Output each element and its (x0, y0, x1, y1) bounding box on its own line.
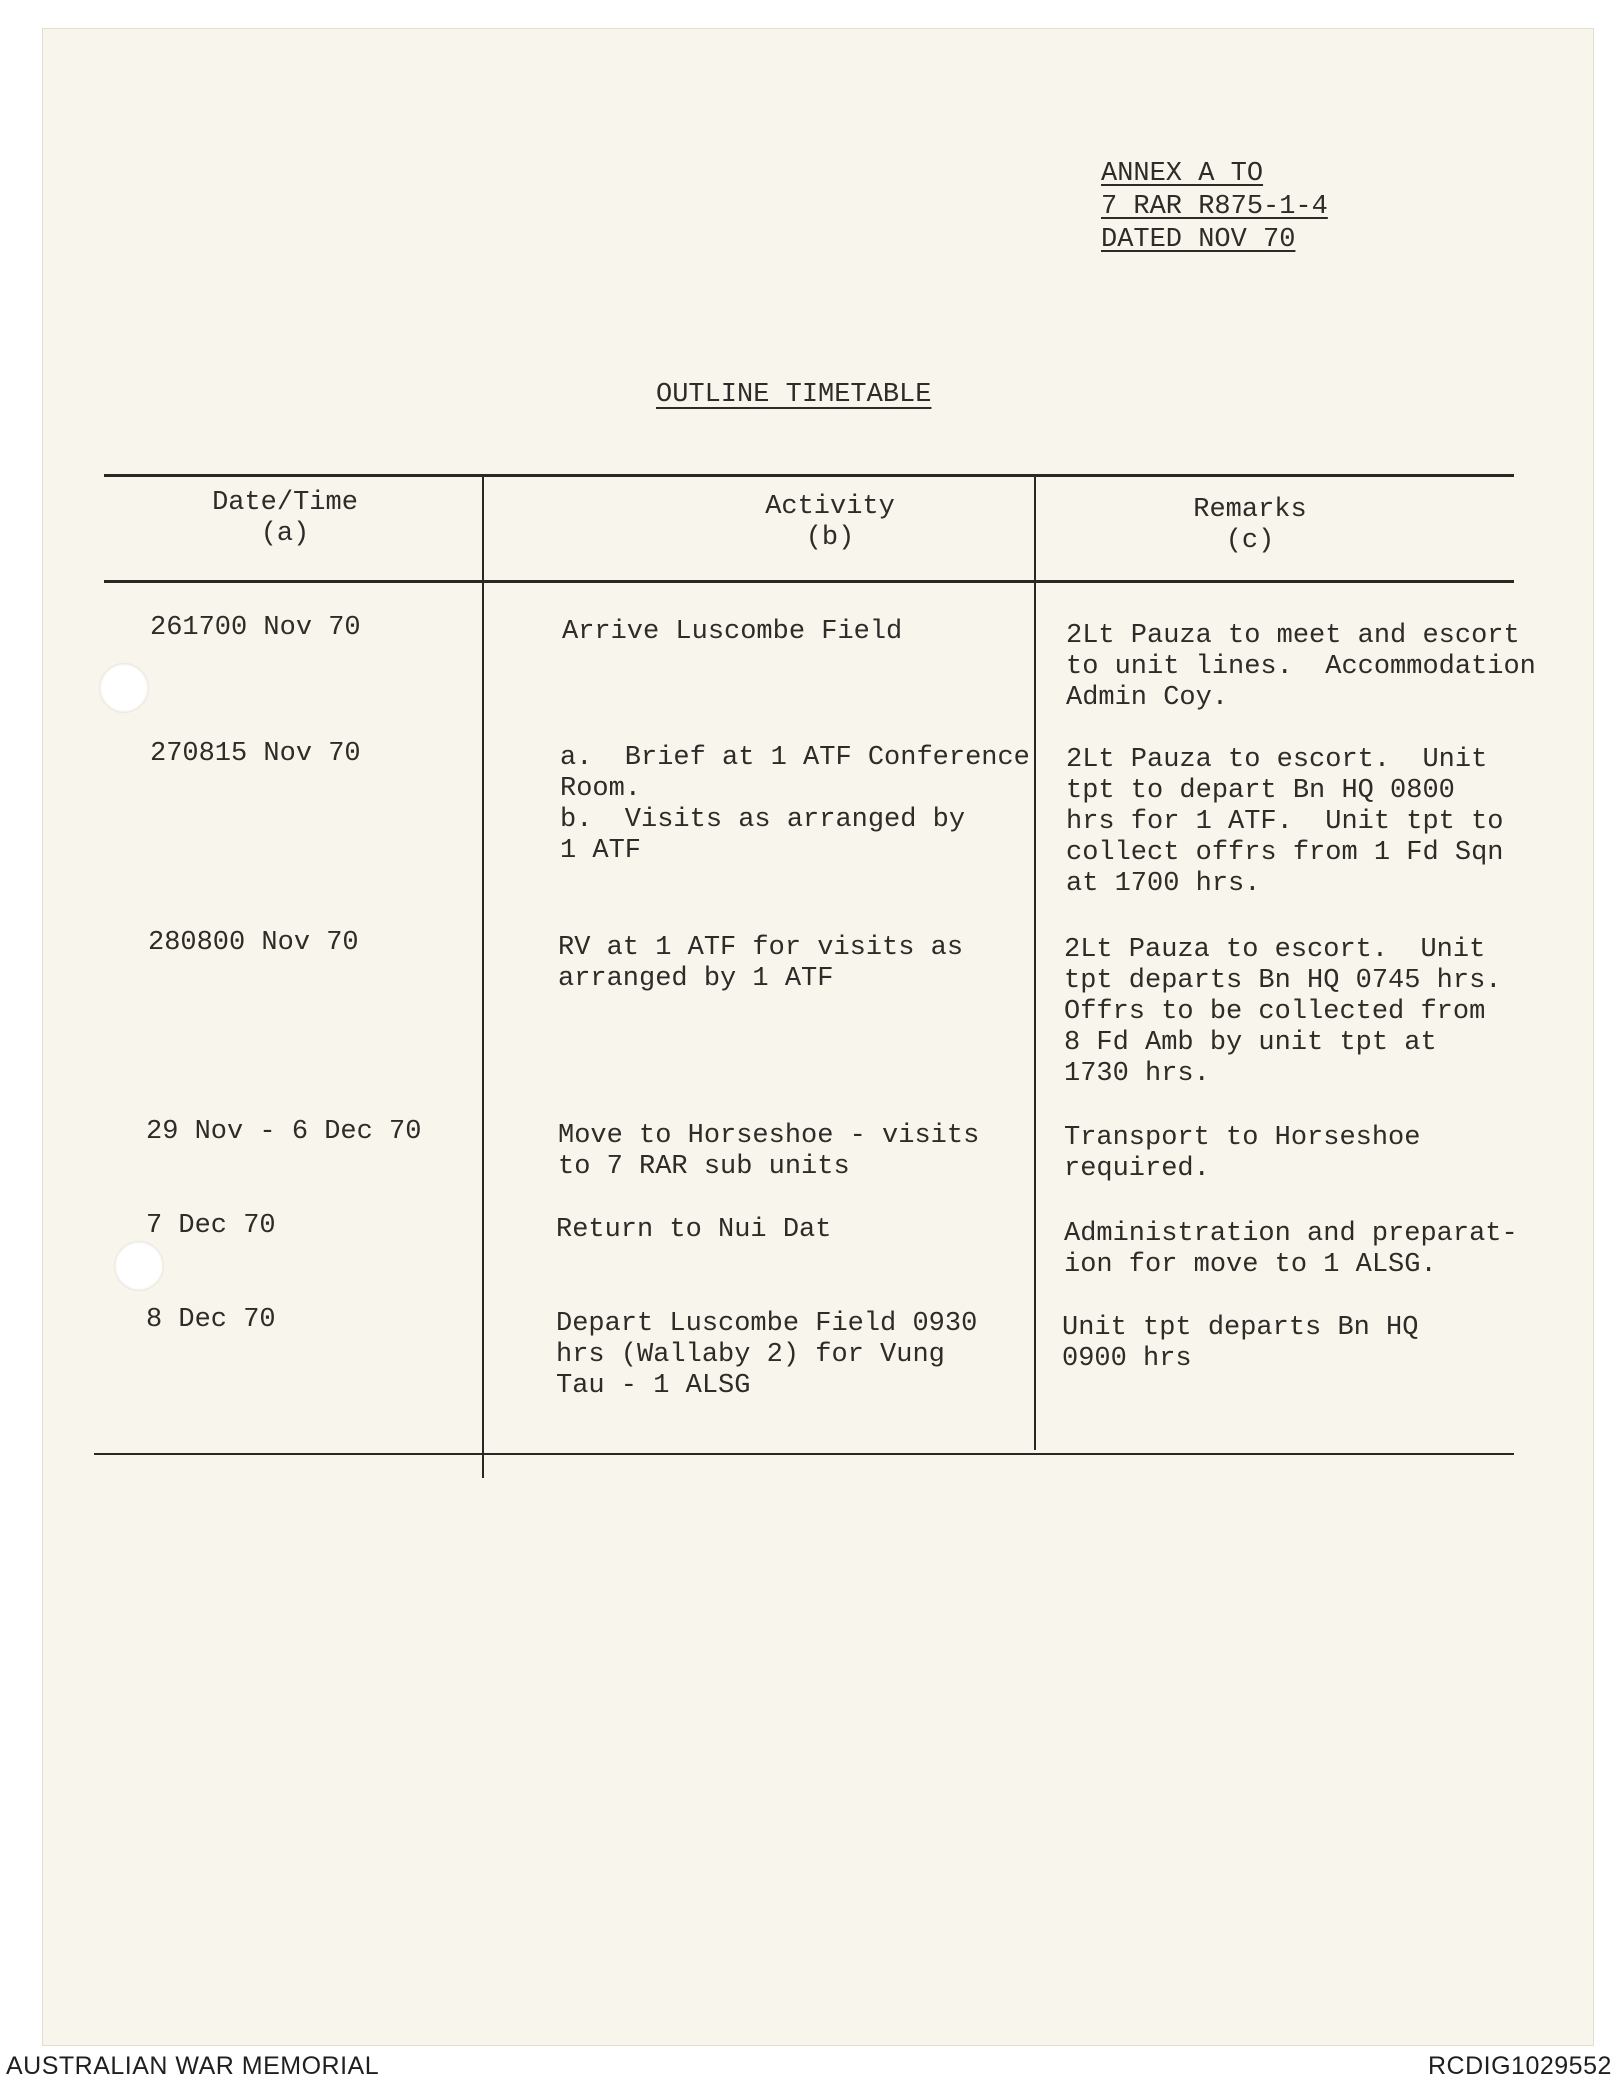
header-activity-label: Activity (765, 492, 895, 522)
punch-hole-bottom (114, 1241, 164, 1291)
row-5-activity: Return to Nui Dat (556, 1215, 832, 1245)
annex-reference (1101, 158, 1328, 257)
document-title: OUTLINE TIMETABLE (656, 380, 932, 410)
row-6-date: 8 Dec 70 (146, 1305, 276, 1335)
column-divider-1 (482, 476, 484, 1478)
table-top-rule (104, 474, 1514, 477)
header-date-time-label: Date/Time (212, 488, 358, 518)
header-date-time (110, 488, 460, 550)
column-divider-2 (1034, 476, 1036, 1450)
header-activity-sub: (b) (805, 523, 855, 553)
row-1-date: 261700 Nov 70 (150, 613, 361, 643)
annex-line-3: DATED NOV 70 (1101, 225, 1296, 255)
annex-line-2: 7 RAR R875-1-4 (1101, 192, 1328, 222)
punch-hole-top (99, 663, 149, 713)
row-5-date: 7 Dec 70 (146, 1211, 276, 1241)
row-4-remarks: Transport to Horseshoe required. (1064, 1123, 1421, 1184)
row-4-activity: Move to Horseshoe - visits to 7 RAR sub units (558, 1121, 980, 1182)
row-1-activity: Arrive Luscombe Field (562, 617, 903, 647)
annex-line-1: ANNEX A TO (1101, 159, 1264, 189)
row-6-activity: Depart Luscombe Field 0930 hrs (Wallaby 2) for Vung Tau - 1 ALSG (556, 1309, 978, 1401)
footer-archive-id: RCDIG1029552 (1428, 2052, 1612, 2080)
header-remarks-sub: (c) (1225, 526, 1275, 556)
header-date-time-sub: (a) (260, 519, 310, 549)
header-remarks-label: Remarks (1193, 495, 1307, 525)
header-remarks (1100, 495, 1400, 557)
row-5-remarks: Administration and preparat- ion for move to 1 ALSG. (1064, 1219, 1518, 1280)
row-3-date: 280800 Nov 70 (148, 928, 359, 958)
table-header-rule (104, 580, 1514, 583)
row-3-activity: RV at 1 ATF for visits as arranged by 1 ATF (558, 933, 964, 994)
row-1-remarks: 2Lt Pauza to meet and escort to unit lines. Accommodation Admin Coy. (1066, 621, 1536, 713)
header-activity (560, 492, 1100, 554)
footer-archive-name: AUSTRALIAN WAR MEMORIAL (6, 2052, 380, 2080)
row-4-date: 29 Nov - 6 Dec 70 (146, 1117, 422, 1147)
row-6-remarks: Unit tpt departs Bn HQ 0900 hrs (1062, 1313, 1419, 1374)
row-2-remarks: 2Lt Pauza to escort. Unit tpt to depart Bn HQ 0800 hrs for 1 ATF. Unit tpt to collect offrs from 1 Fd Sqn at 1700 hrs. (1066, 745, 1504, 899)
row-2-date: 270815 Nov 70 (150, 739, 361, 769)
table-bottom-rule (94, 1453, 1514, 1455)
row-2-activity: a. Brief at 1 ATF Conference Room. b. Visits as arranged by 1 ATF (560, 743, 1030, 866)
row-3-remarks: 2Lt Pauza to escort. Unit tpt departs Bn HQ 0745 hrs. Offrs to be collected from 8 Fd Amb by unit tpt at 1730 hrs. (1064, 935, 1502, 1089)
